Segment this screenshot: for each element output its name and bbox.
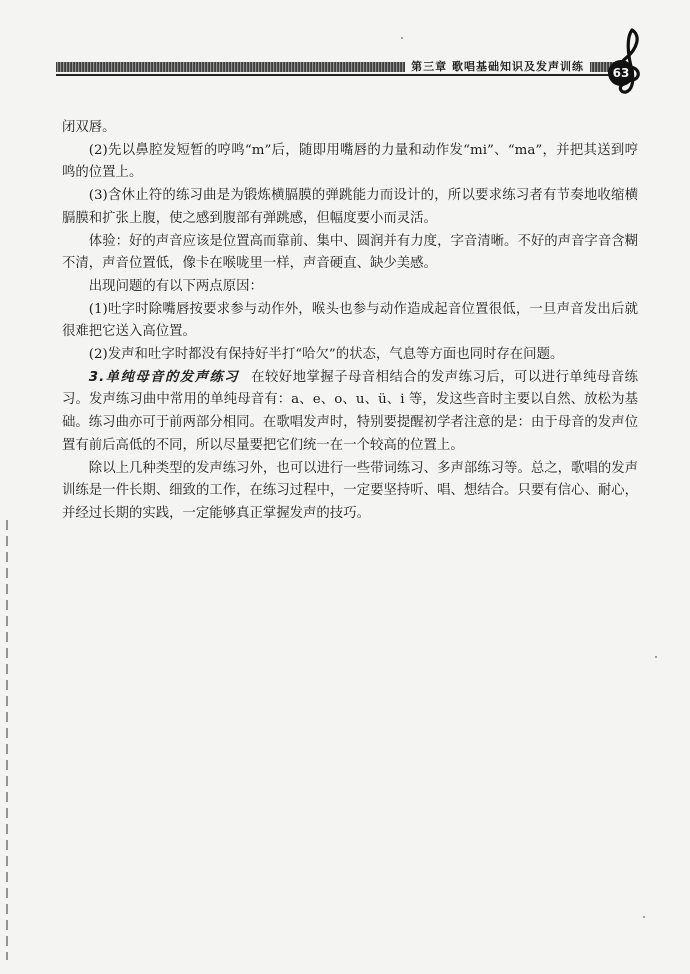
scan-speck [655, 656, 657, 658]
paragraph: (2)先以鼻腔发短暂的哼鸣“m”后，随即用嘴唇的力量和动作发“mi”、“ma”，并把其送到哼鸣的位置上。 [62, 142, 638, 181]
paragraph: 出现问题的有以下两点原因： [88, 278, 263, 294]
body-text [62, 117, 638, 526]
paragraph: 除以上几种类型的发声练习外，也可以进行一些带词练习、多声部练习等。总之，歌唱的发声训练是一件长期、细致的工作，在练习过程中，一定要坚持听、唱、想结合。只要有信心、耐心，并经过长期的实践，一定能够真正掌握发声的技巧。 [62, 460, 638, 521]
running-header [56, 56, 616, 78]
page-number-badge: 63 [608, 60, 634, 86]
paragraph-text: 在较好地掌握子母音相结合的发声练习后，可以进行单纯母音练习。发声练习曲中常用的单纯母音有：a、e、o、u、ü、i 等，发这些音时主要以自然、放松为基础。练习曲亦可于前两部分相同。在歌唱发声时，特别要提醒初学者注意的是：由于母音的发声位置有前后高低的不同，所以尽量要把它们统一在一个较高的位置上。 [62, 369, 639, 453]
chapter-title: 第三章 歌唱基础知识及发声训练 [405, 58, 590, 74]
header-rule [56, 74, 616, 76]
paragraph: (2)发声和吐字时都没有保持好半打“哈欠”的状态，气息等方面也同时存在问题。 [88, 347, 564, 363]
section-heading: 3.单纯母音的发声练习 [88, 369, 240, 385]
scan-margin-line [6, 520, 8, 960]
paragraph: 体验：好的声音应该是位置高而靠前、集中、圆润并有力度，字音清晰。不好的声音字音含糊不清，声音位置低，像卡在喉咙里一样，声音硬直、缺少美感。 [62, 233, 638, 272]
paragraph-with-heading [62, 367, 638, 458]
paragraph: (3)含休止符的练习曲是为锻炼横膈膜的弹跳能力而设计的，所以要求练习者有节奏地收缩横膈膜和扩张上腹，使之感到腹部有弹跳感，但幅度要小而灵活。 [62, 188, 638, 226]
paragraph: (1)吐字时除嘴唇按要求参与动作外，喉头也参与动作造成起音位置很低，一旦声音发出后就很难把它送入高位置。 [62, 301, 638, 340]
paragraph: 闭双唇。 [62, 120, 116, 135]
scan-speck [401, 37, 403, 39]
scan-speck [643, 916, 645, 918]
